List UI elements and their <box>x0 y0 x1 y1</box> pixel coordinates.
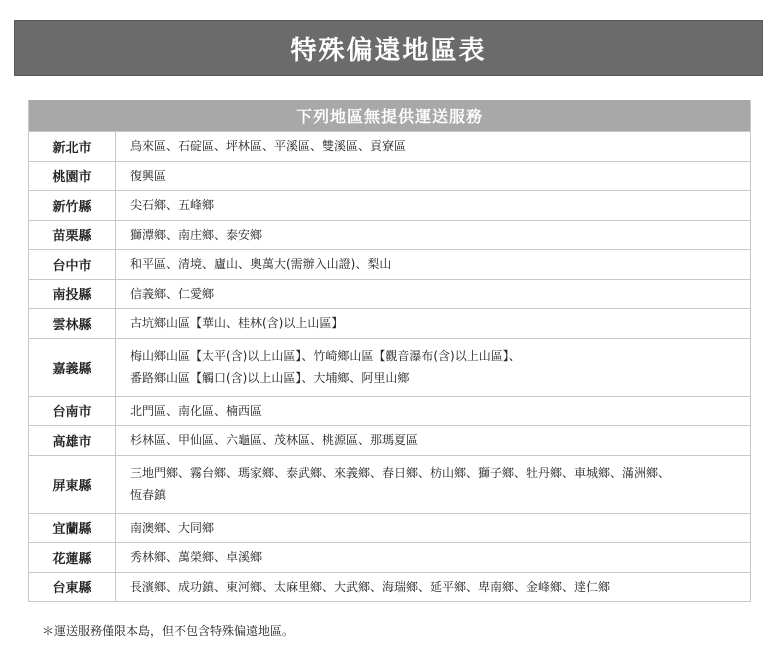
area-list <box>116 543 750 572</box>
area-list <box>116 280 750 309</box>
area-line: 南澳鄉、大同鄉 <box>130 520 215 535</box>
county-name: 台東縣 <box>29 573 116 602</box>
area-line: 三地門鄉、霧台鄉、瑪家鄉、泰武鄉、來義鄉、春日鄉、枋山鄉、獅子鄉、牡丹鄉、車城鄉、滿洲鄉、 <box>130 466 671 480</box>
table-row <box>29 161 750 191</box>
table-row <box>29 131 750 161</box>
page-title: 特殊偏遠地區表 <box>290 35 487 66</box>
county-name: 新北市 <box>29 132 116 161</box>
area-line: 恆春鎮 <box>130 488 167 502</box>
area-list <box>116 250 750 279</box>
table-row <box>29 220 750 250</box>
table-row <box>29 425 750 455</box>
area-list <box>116 397 750 426</box>
county-name: 花蓮縣 <box>29 543 116 572</box>
county-name: 台南市 <box>29 397 116 426</box>
area-list <box>116 221 750 250</box>
table-row <box>29 572 750 602</box>
area-list <box>116 162 750 191</box>
area-list <box>116 456 750 513</box>
area-list <box>116 339 750 396</box>
county-name: 桃園市 <box>29 162 116 191</box>
footnote: ＊運送服務僅限本島，但不包含特殊偏遠地區。 <box>42 624 295 638</box>
table-row <box>29 542 750 572</box>
table-row <box>29 338 750 396</box>
area-line: 尖石鄉、五峰鄉 <box>130 198 215 213</box>
area-line: 和平區、清境、廬山、奧萬大(需辦入山證)、梨山 <box>130 257 392 272</box>
area-list <box>116 309 750 338</box>
title-banner <box>14 20 763 76</box>
area-list <box>116 514 750 543</box>
area-line: 梅山鄉山區【太平(含)以上山區】、竹崎鄉山區【觀音瀑布(含)以上山區】、 <box>130 349 521 363</box>
area-line: 杉林區、甲仙區、六龜區、茂林區、桃源區、那瑪夏區 <box>130 433 419 448</box>
area-line: 復興區 <box>130 168 167 183</box>
area-line: 古坑鄉山區【華山、桂林(含)以上山區】 <box>130 316 344 331</box>
table-row <box>29 249 750 279</box>
table-row <box>29 190 750 220</box>
remote-areas-table <box>28 100 751 602</box>
area-list <box>116 573 750 602</box>
area-line: 信義鄉、仁愛鄉 <box>130 286 215 301</box>
county-name: 雲林縣 <box>29 309 116 338</box>
area-line: 番路鄉山區【觸口(含)以上山區】、大埔鄉、阿里山鄉 <box>130 371 410 385</box>
county-name: 苗栗縣 <box>29 221 116 250</box>
area-list <box>116 132 750 161</box>
county-name: 嘉義縣 <box>29 339 116 396</box>
area-line: 北門區、南化區、楠西區 <box>130 403 263 418</box>
county-name: 南投縣 <box>29 280 116 309</box>
table-row <box>29 396 750 426</box>
table-row <box>29 455 750 513</box>
county-name: 新竹縣 <box>29 191 116 220</box>
table-row <box>29 279 750 309</box>
area-line: 長濱鄉、成功鎮、東河鄉、太麻里鄉、大武鄉、海瑞鄉、延平鄉、卑南鄉、金峰鄉、達仁鄉 <box>130 579 611 594</box>
table-body <box>29 131 750 601</box>
county-name: 台中市 <box>29 250 116 279</box>
area-line: 烏來區、石碇區、坪林區、平溪區、雙溪區、貢寮區 <box>130 139 407 154</box>
area-list <box>116 426 750 455</box>
county-name: 高雄市 <box>29 426 116 455</box>
area-line: 獅潭鄉、南庄鄉、泰安鄉 <box>130 227 263 242</box>
area-line: 秀林鄉、萬榮鄉、卓溪鄉 <box>130 550 263 565</box>
table-row <box>29 513 750 543</box>
county-name: 宜蘭縣 <box>29 514 116 543</box>
table-header: 下列地區無提供運送服務 <box>29 100 750 131</box>
county-name: 屏東縣 <box>29 456 116 513</box>
table-row <box>29 308 750 338</box>
area-list <box>116 191 750 220</box>
